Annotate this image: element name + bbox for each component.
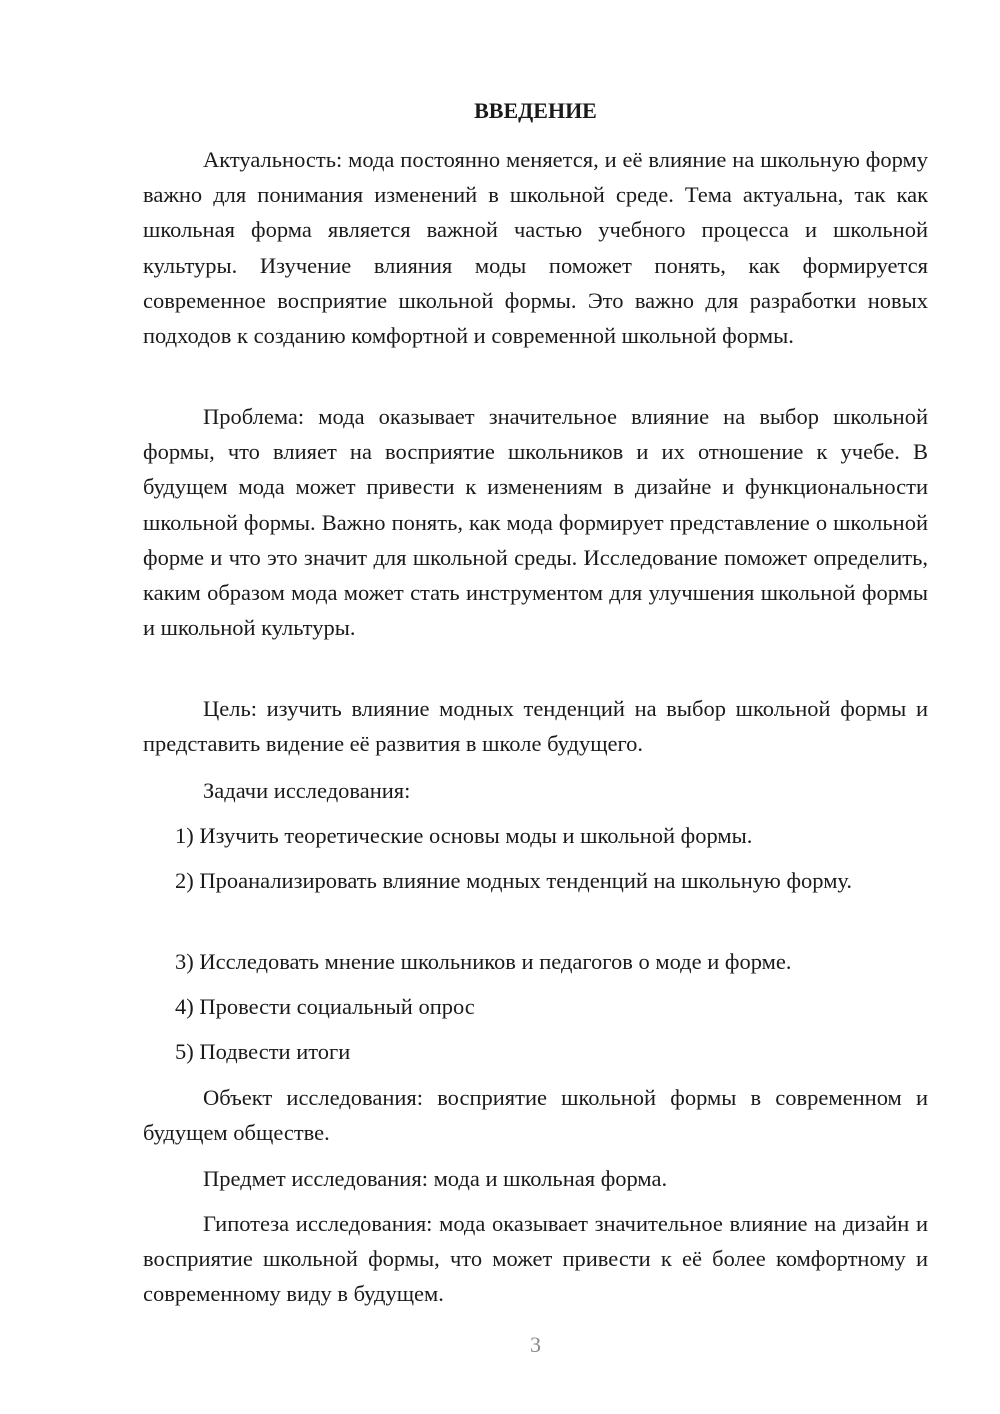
object-paragraph: Объект исследования: восприятие школьной формы в современном и будущем обществе. — [143, 1085, 928, 1146]
task-item: 4) Провести социальный опрос — [175, 994, 475, 1019]
relevance-paragraph: Актуальность: мода постоянно меняется, и её влияние на школьную форму важно для понимания изменений в школьной среде. Тема актуальна, так как школьная форма является важной частью учебного процесса и школьной культуры. Изучение влияния моды поможет понять, как формируется современное восприятие школьной формы. Это важно для разработки новых подходов к созданию комфортной и современной школьной формы. — [143, 147, 928, 349]
problem-paragraph: Проблема: мода оказывает значительное влияние на выбор школьной формы, что влияет на восприятие школьников и их отношение к учебе. В будущем мода может привести к изменениям в дизайне и функциональности школьной формы. Важно понять, как мода формирует представление о школьной форме и что это значит для школьной среды. Исследование поможет определить, каким образом мода может стать инструментом для улучшения школьной формы и школьной культуры. — [143, 404, 928, 641]
task-item: 1) Изучить теоретические основы моды и школьной формы. — [175, 823, 753, 848]
subject-paragraph: Предмет исследования: мода и школьная форма. — [203, 1166, 668, 1191]
document-title: ВВЕДЕНИЕ — [474, 98, 597, 123]
hypothesis-paragraph: Гипотеза исследования: мода оказывает значительное влияние на дизайн и восприятие школьной формы, что может привести к её более комфортному и современному виду в будущем. — [143, 1211, 928, 1307]
goal-paragraph: Цель: изучить влияние модных тенденций на выбор школьной формы и представить видение её развития в школе будущего. — [143, 696, 928, 757]
tasks-heading: Задачи исследования: — [203, 778, 411, 803]
task-item: 2) Проанализировать влияние модных тенденций на школьную форму. — [175, 868, 853, 893]
task-item: 3) Исследовать мнение школьников и педагогов о моде и форме. — [175, 949, 792, 974]
page-number: 3 — [530, 1332, 541, 1357]
task-item: 5) Подвести итоги — [175, 1039, 351, 1064]
